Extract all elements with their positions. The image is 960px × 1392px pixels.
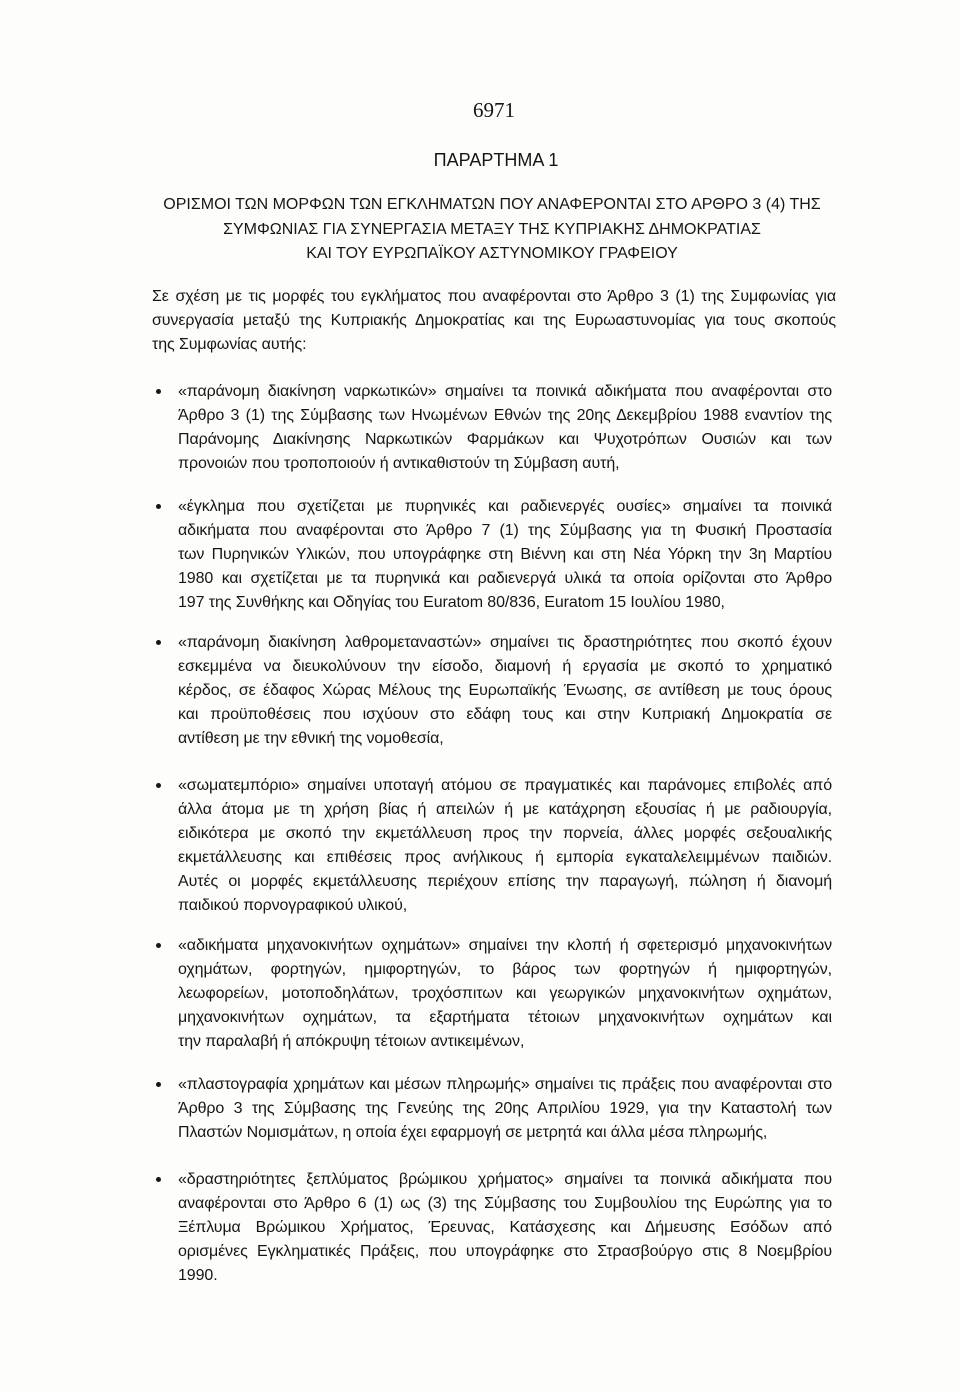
intro-line: της Συμφωνίας αυτής: <box>152 336 307 353</box>
definition-line: «έγκλημα που σχετίζεται με πυρηνικές και ραδιενεργές ουσίες» σημαίνει τα ποινικά <box>178 498 832 515</box>
definition-line: οχημάτων, φορτηγών, ημιφορτηγών, το βάρος των φορτηγών ή ημιφορτηγών, <box>178 961 832 978</box>
bullet-icon <box>156 640 161 645</box>
definition-line: εκμετάλλευσης και επιθέσεις προς ανήλικους ή εμπορία εγκαταλελειμμένων παιδιών. <box>178 849 832 866</box>
intro-line: συνεργασία μεταξύ της Κυπριακής Δημοκρατίας και της Ευρωαστυνομίας για τους σκοπούς <box>152 312 836 329</box>
definition-line: «παράνομη διακίνηση λαθρομεταναστών» σημαίνει τις δραστηριότητες που σκοπό έχουν <box>178 634 832 651</box>
definition-line: Πλαστών Νομισμάτων, η οποία έχει εφαρμογή σε μετρητά και άλλα μέσα πληρωμής, <box>178 1124 768 1141</box>
bullet-icon <box>156 943 161 948</box>
definition-line: Άρθρο 3 (1) της Σύμβασης των Ηνωμένων Εθνών της 20ης Δεκεμβρίου 1988 εναντίον της <box>178 407 832 424</box>
definition-line: των Πυρηνικών Υλικών, που υπογράφηκε στη Βιέννη και στη Νέα Υόρκη την 3η Μαρτίου <box>178 546 832 563</box>
definition-line: «δραστηριότητες ξεπλύματος βρώμικου χρήματος» σημαίνει τα ποινικά αδικήματα που <box>178 1171 832 1188</box>
definition-line: ορισμένες Εγκληματικές Πράξεις, που υπογράφηκε στο Στρασβούργο στις 8 Νοεμβρίου <box>178 1243 832 1260</box>
bullet-icon <box>156 504 161 509</box>
intro-line: Σε σχέση με τις μορφές του εγκλήματος που αναφέρονται στο Άρθρο 3 (1) της Συμφωνίας για <box>152 288 836 305</box>
definition-line: Παράνομης Διακίνησης Ναρκωτικών Φαρμάκων και Ψυχοτρόπων Ουσιών και των <box>178 431 832 448</box>
definition-text <box>178 380 832 476</box>
definition-line: την παραλαβή ή απόκρυψη τέτοιων αντικειμένων, <box>178 1033 525 1050</box>
definition-line: αδικήματα που αναφέρονται στο Άρθρο 7 (1) της Σύμβασης για τη Φυσική Προστασία <box>178 522 832 539</box>
definition-line: 1980 και σχετίζεται με τα πυρηνικά και ραδιενεργά υλικά τα οποία ορίζονται στο Άρθρο <box>178 570 832 587</box>
definition-text <box>178 1168 832 1288</box>
definition-line: αναφέρονται στο Άρθρο 6 (1) ως (3) της Σύμβασης του Συμβουλίου της Ευρώπης για το <box>178 1195 832 1212</box>
definition-line: «παράνομη διακίνηση ναρκωτικών» σημαίνει τα ποινικά αδικήματα που αναφέρονται στο <box>178 383 832 400</box>
definition-text <box>178 934 832 1054</box>
definition-line: «αδικήματα μηχανοκινήτων οχημάτων» σημαίνει την κλοπή ή σφετερισμό μηχανοκινήτων <box>178 937 832 954</box>
definition-line: και προϋποθέσεις που ισχύουν στο εδάφη τους και στην Κυπριακή Δημοκρατία σε <box>178 706 832 723</box>
heading-line: ΟΡΙΣΜΟΙ ΤΩΝ ΜΟΡΦΩΝ ΤΩΝ ΕΓΚΛΗΜΑΤΩΝ ΠΟΥ ΑΝΑΦΕΡΟΝΤΑΙ ΣΤΟ ΑΡΘΡΟ 3 (4) ΤΗΣ <box>163 196 821 213</box>
definition-line: 197 της Συνθήκης και Οδηγίας του Euratom 80/836, Euratom 15 Ιουλίου 1980, <box>178 594 725 611</box>
definition-line: «σωματεμπόριο» σημαίνει υποταγή ατόμου σε πραγματικές και παράνομες επιβολές από <box>178 777 832 794</box>
definition-line: μηχανοκινήτων οχημάτων, τα εξαρτήματα τέτοιων μηχανοκινήτων οχημάτων και <box>178 1009 832 1026</box>
definition-line: λεωφορείων, μοτοποδηλάτων, τροχόσπιτων και γεωργικών μηχανοκινήτων οχημάτων, <box>178 985 832 1002</box>
document-heading <box>100 193 884 267</box>
definition-line: προνοιών που τροποποιούν ή αντικαθιστούν τη Σύμβαση αυτή, <box>178 455 620 472</box>
heading-line: ΚΑΙ ΤΟΥ ΕΥΡΩΠΑΪΚΟΥ ΑΣΤΥΝΟΜΙΚΟΥ ΓΡΑΦΕΙΟΥ <box>306 245 678 262</box>
definition-line: παιδικού πορνογραφικού υλικού, <box>178 897 408 914</box>
page-number: 6971 <box>473 98 515 122</box>
definition-text <box>178 774 832 918</box>
definition-line: κέρδος, σε έδαφος Χώρας Μέλους της Ευρωπαϊκής Ένωσης, σε αντίθεση με τους όρους <box>178 682 832 699</box>
definition-text <box>178 1073 832 1145</box>
definition-text <box>178 495 832 615</box>
definition-line: Αυτές οι μορφές εκμετάλλευσης περιέχουν επίσης την παραγωγή, πώληση ή διανομή <box>178 873 832 890</box>
bullet-icon <box>156 1082 161 1087</box>
annex-title: ΠΑΡΑΡΤΗΜΑ 1 <box>433 150 559 170</box>
definition-text <box>178 631 832 751</box>
definition-line: Άρθρο 3 της Σύμβασης της Γενεύης της 20ης Απριλίου 1929, για την Καταστολή των <box>178 1100 832 1117</box>
definition-line: άλλα άτομα με τη χρήση βίας ή απειλών ή με κατάχρηση εξουσίας ή με ραδιουργία, <box>178 801 832 818</box>
intro-paragraph <box>152 285 836 357</box>
definition-line: εσκεμμένα να διευκολύνουν την είσοδο, διαμονή ή εργασία με σκοπό το χρηματικό <box>178 658 832 675</box>
bullet-icon <box>156 389 161 394</box>
bullet-icon <box>156 783 161 788</box>
definition-line: 1990. <box>178 1267 218 1284</box>
definition-line: αντίθεση με την εθνική της νομοθεσία, <box>178 730 444 747</box>
definition-line: «πλαστογραφία χρημάτων και μέσων πληρωμής» σημαίνει τις πράξεις που αναφέρονται στο <box>178 1076 832 1093</box>
definition-line: Ξέπλυμα Βρώμικου Χρήματος, Έρευνας, Κατάσχεσης και Δήμευσης Εσόδων από <box>178 1219 832 1236</box>
bullet-icon <box>156 1177 161 1182</box>
definition-line: ειδικότερα με σκοπό την εκμετάλλευση προς την πορνεία, άλλες μορφές σεξουαλικής <box>178 825 832 842</box>
heading-line: ΣΥΜΦΩΝΙΑΣ ΓΙΑ ΣΥΝΕΡΓΑΣΙΑ ΜΕΤΑΞΥ ΤΗΣ ΚΥΠΡΙΑΚΗΣ ΔΗΜΟΚΡΑΤΙΑΣ <box>223 220 761 238</box>
